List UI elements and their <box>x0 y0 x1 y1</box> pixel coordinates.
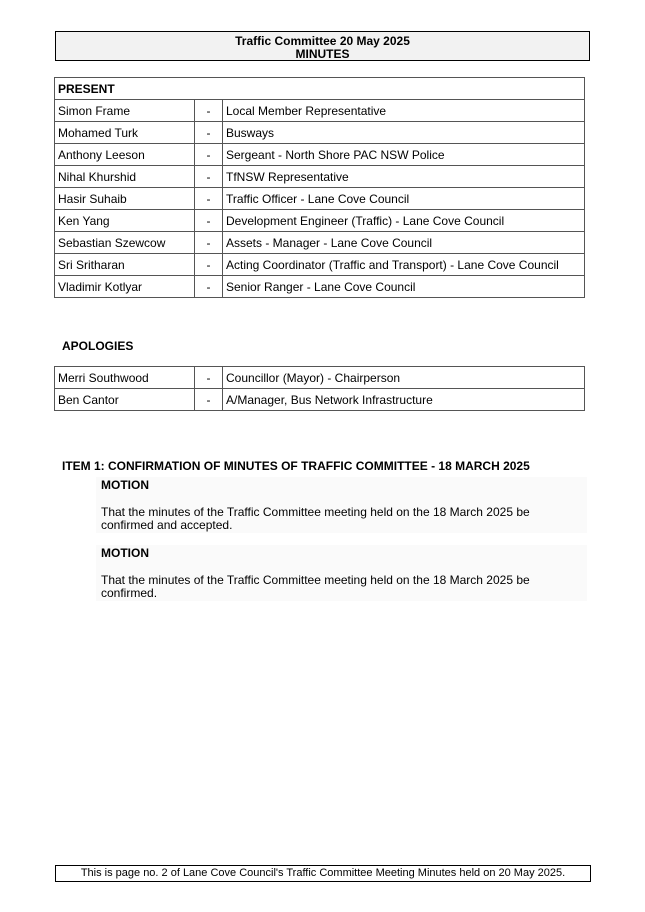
table-row <box>55 276 585 298</box>
present-heading: PRESENT <box>55 78 585 100</box>
motion-title: MOTION <box>101 478 149 492</box>
table-row <box>55 232 585 254</box>
table-row <box>55 254 585 276</box>
apology-name: Ben Cantor <box>55 389 195 411</box>
apologies-heading: APOLOGIES <box>62 339 134 353</box>
attendee-role: Local Member Representative <box>223 100 585 122</box>
motion-text: That the minutes of the Traffic Committee meeting held on the 18 March 2025 be confirmed and accepted. <box>101 505 530 532</box>
table-row <box>55 144 585 166</box>
motion-title: MOTION <box>101 546 149 560</box>
document-title: Traffic Committee 20 May 2025 <box>235 34 410 48</box>
apology-role: Councillor (Mayor) - Chairperson <box>223 367 585 389</box>
separator: - <box>195 100 223 122</box>
attendee-role: Traffic Officer - Lane Cove Council <box>223 188 585 210</box>
attendee-name: Mohamed Turk <box>55 122 195 144</box>
table-row <box>55 100 585 122</box>
separator: - <box>195 276 223 298</box>
motion-text: That the minutes of the Traffic Committee meeting held on the 18 March 2025 be confirmed. <box>101 573 530 600</box>
separator: - <box>195 122 223 144</box>
table-row <box>55 122 585 144</box>
motion-block <box>96 545 587 601</box>
separator: - <box>195 210 223 232</box>
present-heading-row <box>55 78 585 100</box>
table-row <box>55 166 585 188</box>
attendee-name: Nihal Khurshid <box>55 166 195 188</box>
attendee-name: Sebastian Szewcow <box>55 232 195 254</box>
document-header <box>55 31 590 61</box>
attendee-role: Sergeant - North Shore PAC NSW Police <box>223 144 585 166</box>
page-footer <box>55 865 591 882</box>
document-subtitle: MINUTES <box>295 47 350 61</box>
apology-name: Merri Southwood <box>55 367 195 389</box>
footer-text: This is page no. 2 of Lane Cove Council's Traffic Committee Meeting Minutes held on 20 May 2025. <box>80 867 566 879</box>
apology-role: A/Manager, Bus Network Infrastructure <box>223 389 585 411</box>
item1-heading: ITEM 1: CONFIRMATION OF MINUTES OF TRAFFIC COMMITTEE - 18 MARCH 2025 <box>62 459 530 473</box>
attendee-name: Sri Sritharan <box>55 254 195 276</box>
separator: - <box>195 232 223 254</box>
attendee-name: Vladimir Kotlyar <box>55 276 195 298</box>
table-row <box>55 389 585 411</box>
attendee-role: Acting Coordinator (Traffic and Transport) - Lane Cove Council <box>223 254 585 276</box>
attendee-name: Simon Frame <box>55 100 195 122</box>
separator: - <box>195 144 223 166</box>
separator: - <box>195 254 223 276</box>
separator: - <box>195 166 223 188</box>
table-row <box>55 367 585 389</box>
attendee-name: Hasir Suhaib <box>55 188 195 210</box>
present-table <box>54 77 585 298</box>
attendee-role: Busways <box>223 122 585 144</box>
separator: - <box>195 389 223 411</box>
attendee-name: Anthony Leeson <box>55 144 195 166</box>
apologies-table <box>54 366 585 411</box>
separator: - <box>195 367 223 389</box>
attendee-role: TfNSW Representative <box>223 166 585 188</box>
attendee-role: Development Engineer (Traffic) - Lane Cove Council <box>223 210 585 232</box>
attendee-role: Assets - Manager - Lane Cove Council <box>223 232 585 254</box>
separator: - <box>195 188 223 210</box>
motion-block <box>96 477 587 533</box>
table-row <box>55 210 585 232</box>
table-row <box>55 188 585 210</box>
attendee-role: Senior Ranger - Lane Cove Council <box>223 276 585 298</box>
attendee-name: Ken Yang <box>55 210 195 232</box>
